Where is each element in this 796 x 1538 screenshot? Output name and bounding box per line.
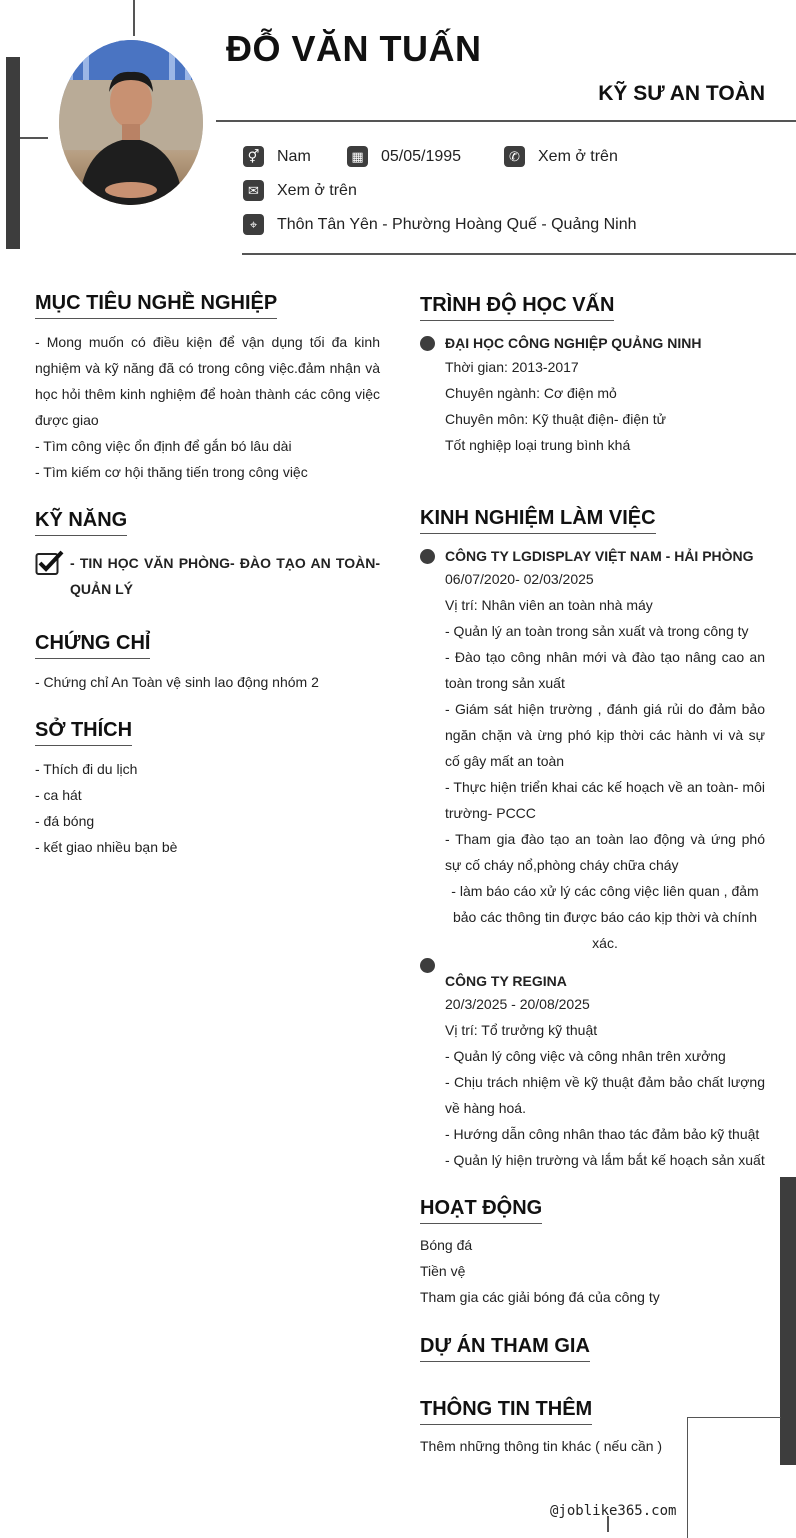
- job-line: - Giám sát hiện trường , đánh giá rủi do đảm bảo ngăn chặn và ừng phó kịp thời các hành vi và sự cố gây mất an toàn: [445, 701, 765, 769]
- hobbies-section: [35, 719, 380, 860]
- education-line: Thời gian: 2013-2017: [445, 359, 579, 375]
- info-phone: [504, 146, 618, 167]
- objective-title: MỤC TIÊU NGHỀ NGHIỆP: [35, 292, 277, 319]
- email-value: Xem ở trên: [277, 181, 357, 199]
- education-bullet: [420, 336, 435, 351]
- info-birthday: [347, 146, 461, 167]
- objective-line: - Tìm công việc ổn định để gắn bó lâu dài: [35, 438, 292, 454]
- job-line: - Thực hiện triển khai các kế hoạch về an toàn- môi trường- PCCC: [445, 779, 765, 821]
- job-line: - làm báo cáo xử lý các công việc liên quan , đảm bảo các thông tin được báo cáo kịp thời và chính xác.: [451, 883, 759, 951]
- more-info-line: Thêm những thông tin khác ( nếu cần ): [420, 1438, 663, 1454]
- job-bullet: [420, 958, 435, 973]
- education-entry: [445, 330, 765, 458]
- location-icon: ⌖: [243, 214, 264, 235]
- job-line: - Đào tạo công nhân mới và đào tạo nâng cao an toàn trong sản xuất: [445, 649, 765, 691]
- activity-line: Tham gia các giải bóng đá của công ty: [420, 1289, 660, 1305]
- checkbox-checked-icon: [35, 550, 65, 576]
- phone-value: Xem ở trên: [538, 147, 618, 165]
- job-period: 20/3/2025 - 20/08/2025: [445, 996, 590, 1012]
- job-line: Vị trí: Tổ trưởng kỹ thuật: [445, 1022, 598, 1038]
- more-info-section: [420, 1398, 765, 1459]
- objective-section: [35, 292, 380, 485]
- info-address: [243, 214, 637, 235]
- job-entry: [445, 968, 765, 1173]
- info-email: [243, 180, 357, 201]
- candidate-name: ĐỖ VĂN TUẤN: [226, 28, 482, 69]
- education-line: Chuyên môn: Kỹ thuật điện- điện tử: [445, 411, 667, 427]
- left-accent-bar: [6, 57, 20, 249]
- job-bullet: [420, 549, 435, 564]
- certificates-title: CHỨNG CHỈ: [35, 632, 150, 659]
- job-line: - Tham gia đào tạo an toàn lao động và ứng phó sự cố cháy nổ,phòng cháy chữa cháy: [445, 831, 765, 873]
- phone-icon: ✆: [504, 146, 525, 167]
- experience-section: [420, 507, 765, 534]
- job-line: - Quản lý công việc và công nhân trên xưởng: [445, 1048, 726, 1064]
- job-line: - Chịu trách nhiệm về kỹ thuật đảm bảo chất lượng về hàng hoá.: [445, 1074, 765, 1116]
- job-entry: [445, 543, 765, 956]
- job-title: KỸ SƯ AN TOÀN: [598, 82, 765, 105]
- certificates-section: [35, 632, 380, 695]
- avatar: [59, 40, 203, 205]
- hobbies-title: SỞ THÍCH: [35, 719, 132, 746]
- education-line: Chuyên ngành: Cơ điện mỏ: [445, 385, 617, 401]
- skill-text: - TIN HỌC VĂN PHÒNG- ĐÀO TẠO AN TOÀN- QUẢN LÝ: [70, 555, 380, 597]
- education-line: Tốt nghiệp loại trung bình khá: [445, 437, 631, 453]
- right-accent-bar: [780, 1177, 796, 1465]
- skills-section: [35, 509, 380, 602]
- education-section: [420, 294, 765, 321]
- address-value: Thôn Tân Yên - Phường Hoàng Quế - Quảng Ninh: [277, 215, 637, 233]
- calendar-icon: ▦: [347, 146, 368, 167]
- education-title: TRÌNH ĐỘ HỌC VẤN: [420, 294, 614, 321]
- objective-line: - Tìm kiếm cơ hội thăng tiến trong công việc: [35, 464, 308, 480]
- hobby-line: - Thích đi du lịch: [35, 761, 138, 777]
- projects-section: [420, 1335, 765, 1362]
- hobby-line: - kết giao nhiều bạn bè: [35, 839, 178, 855]
- activity-line: Tiền vệ: [420, 1263, 466, 1279]
- job-line: Vị trí: Nhân viên an toàn nhà máy: [445, 597, 653, 613]
- experience-title: KINH NGHIỆM LÀM VIỆC: [420, 507, 656, 534]
- school-name: ĐẠI HỌC CÔNG NGHIỆP QUẢNG NINH: [445, 335, 702, 351]
- job-period: 06/07/2020- 02/03/2025: [445, 571, 594, 587]
- left-horizontal-line: [20, 137, 48, 139]
- more-info-title: THÔNG TIN THÊM: [420, 1398, 592, 1425]
- hobby-line: - ca hát: [35, 787, 82, 803]
- company-name: CÔNG TY LGDISPLAY VIỆT NAM - HẢI PHÒNG: [445, 548, 754, 564]
- skills-title: KỸ NĂNG: [35, 509, 127, 536]
- header-divider-bottom: [242, 253, 796, 255]
- gender-icon: ⚥: [243, 146, 264, 167]
- info-gender: [243, 146, 311, 167]
- activity-line: Bóng đá: [420, 1237, 473, 1253]
- company-name: CÔNG TY REGINA: [445, 973, 567, 989]
- email-icon: ✉: [243, 180, 264, 201]
- top-vertical-line: [133, 0, 135, 36]
- skill-item: [35, 550, 380, 602]
- job-line: - Quản lý hiện trường và lắm bắt kế hoạch sản xuất: [445, 1152, 765, 1168]
- footer-watermark: @joblike365.com: [550, 1503, 677, 1519]
- activities-title: HOẠT ĐỘNG: [420, 1197, 542, 1224]
- hobby-line: - đá bóng: [35, 813, 95, 829]
- job-line: - Hướng dẫn công nhân thao tác đảm bảo kỹ thuật: [445, 1126, 760, 1142]
- birthday-value: 05/05/1995: [381, 147, 462, 165]
- projects-title: DỰ ÁN THAM GIA: [420, 1335, 590, 1362]
- activities-section: [420, 1197, 765, 1310]
- objective-line: - Mong muốn có điều kiện để vận dụng tối đa kinh nghiệm và kỹ năng đã có trong công việc.đảm nhận và học hỏi thêm kinh nghiệm để hoàn thành các công việc được giao: [35, 334, 380, 428]
- job-line: - Quản lý an toàn trong sản xuất và trong công ty: [445, 623, 749, 639]
- certificate-line: - Chứng chỉ An Toàn vệ sinh lao động nhóm 2: [35, 674, 319, 690]
- header-divider-top: [216, 120, 796, 122]
- gender-value: Nam: [277, 147, 311, 165]
